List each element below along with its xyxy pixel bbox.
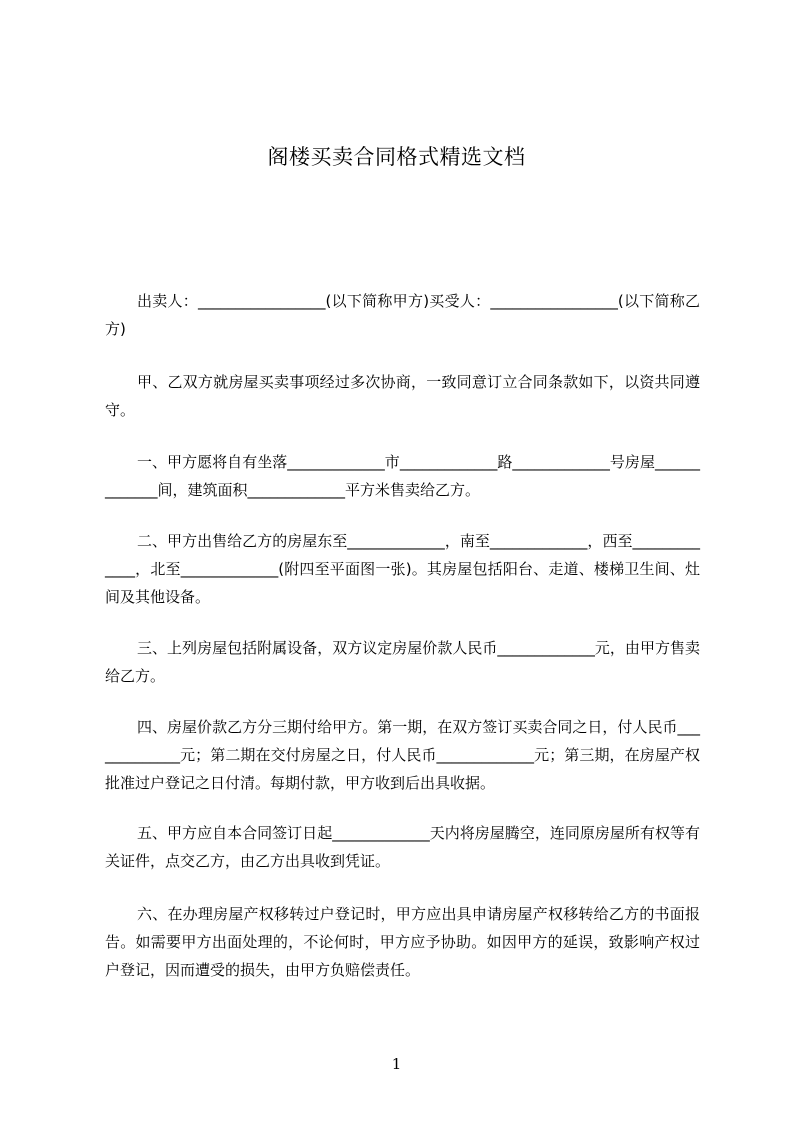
- paragraph-clause-3: 三、上列房屋包括附属设备，双方议定房屋价款人民币_____________元，由甲方售卖给乙方。: [105, 639, 700, 685]
- paragraph-clause-6: 六、在办理房屋产权移转过户登记时，甲方应出具申请房屋产权移转给乙方的书面报告。如需要甲方出面处理的，不论何时，甲方应予协助。如因甲方的延误，致影响产权过户登记，因而遭受的损失，由甲方负赔偿责任。: [105, 905, 700, 979]
- page-number: 1: [391, 1055, 402, 1073]
- document-title: 阁楼买卖合同格式精选文档: [267, 145, 526, 169]
- paragraph-preamble: 甲、乙双方就房屋买卖事项经过多次协商，一致同意订立合同条款如下，以资共同遵守。: [105, 373, 700, 419]
- paragraph-clause-4: 四、房屋价款乙方分三期付给甲方。第一期，在双方签订买卖合同之日，付人民币_____________元；第二期在交付房屋之日，付人民币_____________元；第三期，在房屋产权批准过户登记之日付清。每期付款，甲方收到后出具收据。: [105, 718, 700, 792]
- paragraph-clause-1: 一、甲方愿将自有坐落_____________市_____________路_____________号房屋_____________间，建筑面积_____________平方米售卖给乙方。: [105, 453, 700, 499]
- paragraph-clause-5: 五、甲方应自本合同签订日起_____________天内将房屋腾空，连同原房屋所有权等有关证件，点交乙方，由乙方出具收到凭证。: [105, 824, 700, 870]
- paragraph-parties: 出卖人：_________________(以下简称甲方)买受人：_________________(以下简称乙方): [105, 292, 700, 338]
- paragraph-clause-2: 二、甲方出售给乙方的房屋东至_____________，南至_____________，西至_____________，北至_____________(附四至平面图一张)。其房屋包括阳台、走道、楼梯卫生间、灶间及其他设备。: [105, 532, 700, 606]
